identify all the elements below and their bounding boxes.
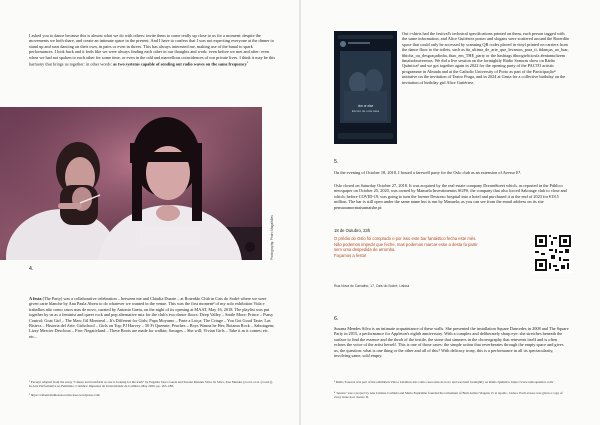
left-page xyxy=(0,0,299,425)
chat-message xyxy=(334,228,484,258)
right-page xyxy=(301,0,600,425)
tshirt-paragraph: Out t-shirts had the festival's technical specifications printed on them, each person tagged with the same information, and Alice Gutiérrez poster and slogans were scattered around the Roterdão space that could only be accessed by scanning QR codes placed in vinyl printed on carriers from the dance floor to the toilets, such as #a_ultima_de_arte_que_levamos_para_ti, #danças_ao_luar, #bicha_ou_desgraçadinha, #tao_em_THE_party or the hashtags #boogieliciosfa #entantofizem #maisobravermos. We did a live session on the fortnightly Rádio Sonoras show on Rádio Quântica³ and we got together again in 2022 for the opening party of the PACTO artistic programme in Almada and at the Catholic University of Porto as part of the Participação⁴ initiative on the invitation of Teatro Praga, and in 2024 at Gruta for a collective birthday on the invitation of birthday girl Alice Gutiérrez. xyxy=(402,31,570,85)
section-number-5: 5. xyxy=(334,159,339,165)
susana-paragraph: Susana Mendes Silva is an intimate acquaintance of these walls. She presented the installation Square Dancedes in 2008 and The Square Party in 2015, a performance for Appleton's eighth anniversary. With a complex and deliberately sharp eye: she stretches beneath the surface to find the essence and the throb of the textile, the stone that simmers in the choreography that reinvents itself and is often echoes the voice of the artist herself. This is one of those cases: the simple action that reverberates through the empty space and gives us, the question: what is one thing or the other and all of this? With delicacy irony, this is a performance in all its spectacularity, involving same, sold empty. xyxy=(334,326,569,359)
phone-screenshot-image xyxy=(334,31,397,144)
footnote-2: ² https://vidaetrabalhosnaocomocasos.wordpress.com/ xyxy=(29,393,101,397)
oslo-paragraph-1: On the evening of October 18, 2018, I hosted a farewell party for the Oslo club as an extension of Avesso E⁵. xyxy=(334,170,522,175)
party-photo xyxy=(0,107,262,260)
phone-subcaption: Escuro de uma casa xyxy=(351,109,380,113)
chat-line-2: Não podemos impedir que feche, mas podemos marcar esse a desta fa partir sem uma despedida de arromba. xyxy=(334,241,478,253)
qr-caption: Rua Nova do Carvalho, 17, Cais do Sodré, Lisboa xyxy=(334,284,410,288)
oslo-paragraph-2: Oslo closed on Saturday October 27, 2018. It was acquired by the real estate company DreamStreet which, as reported in the Público newspaper on October 25, 2020, was owned by Manuela Investimentos SGPS, the company that also forced Sabotage club to close and which, before COVID-19, was going to turn the former Destrezo hospital into a hotel and purchased it at the end of 2023 for €18.5 million. The bar is still open under the same name but is run by Manuela; as you can see from the email address on its site pensaoamormaisumaisbe.pt xyxy=(334,183,567,210)
phone-caption: rice or else xyxy=(357,104,374,108)
footnote-1: ¹ Excerpt adapted from the essay "I dance and transform as one is looking for the truth" by Eugénia Vasco Gaeta and Susana Mendes Silva. In Silva, Jose Mendes (coord. et al. (coord.)). In Arte Performativa no Feminino. Coimbra: Imprensa da Universidade de Coimbra, May 2020, pp. 163–188. xyxy=(29,380,274,389)
chat-date: 18 de Outubro, 23h xyxy=(334,228,371,233)
intro-paragraph: I asked you to dance because this is almost what we do with others: invite them to come really up close to us for a moment: despite the movements we both share, and create an intimate space in the present. And I have to confess that I was not expecting everyone at the dinner to stand up and start dancing on their own, in pairs or even in threes. This has always interested me, making use of the banal to spark performances. I look back and it feels like we were always finding each other in our thoughts and work: even before we met and after: even when we had not spoken to each other for some time, or even in the odd and marvellous coincidences of our private lives. I think it may be this harmony that brings us together: in other words: as two systems capable of sending out radio waves on the same frequency$^1$ xyxy=(29,33,276,67)
photo-credit: Photography: Pedro Magalhães xyxy=(270,215,274,260)
qr-code-image xyxy=(533,233,573,273)
chat-line-1: O prédio do Oslo foi comprado e por isso este bar fantástico fecha este mês. xyxy=(334,236,477,242)
section-number-6: 6. xyxy=(334,316,339,322)
party-paragraph: A festa (The Party) was a collaborative celebration – between me and Cláudia Duarte – at Roterdão Club in Cais do Sodré where we were given carte blanche by Ana Paula Abreu to do whatever we wanted in the venue. This was the first moment² of my solo exhibition Vida e trabalhos não como casos mas de novo, curated by Antonia Gaeta, on the night of its opening at MAAT, May 16, 2018. The playlist was put together by us as a feminist and queer rock and pop alternative mix for the club's two dance floors: Deep Valley – Smile More; Prince – Pussy Control; Goat Girl – The Man; Gil Montreal – It's Different for Girls; Papa Moyamo – Parte a Loiça; The Cringe – You Got Good Taste; Las Bistecs – Historia del Arte; Girlschool – Girls on Top; PJ Harvey – 50 Ft Queenie; Peaches – Boys Wanna be Her; Boiama Rock – Sabotagem; Lizzy Mercier Descloux – Fire; Negativland – These Boots are made for walkin; Savages – She will; Vivian Girls – Take it as it comes; etc. etc... xyxy=(29,296,275,339)
chat-line-3: Façamos a festa! xyxy=(334,252,367,258)
footnote-3: ³ Rádio Sonoras was part of the exhibition Vida e trabalhos não como casos mas de novo and was held fortnightly on Rádio Quântica. https://www.radioquantica.com/ xyxy=(334,380,554,384)
footnote-4: ⁴ 'Avesso' was a project by Ana Cristina Carlinda and Marta Espiridião founded the retirement of Bom Artista Viagens 15 et Apollo, Lisboa. Each avesso was given a copy of every issue now avesso D. xyxy=(334,391,563,400)
section-number-4: 4. xyxy=(29,266,34,272)
phone-screenshot xyxy=(334,31,397,144)
party-photo-image xyxy=(0,107,262,260)
qr-code[interactable] xyxy=(533,233,573,273)
